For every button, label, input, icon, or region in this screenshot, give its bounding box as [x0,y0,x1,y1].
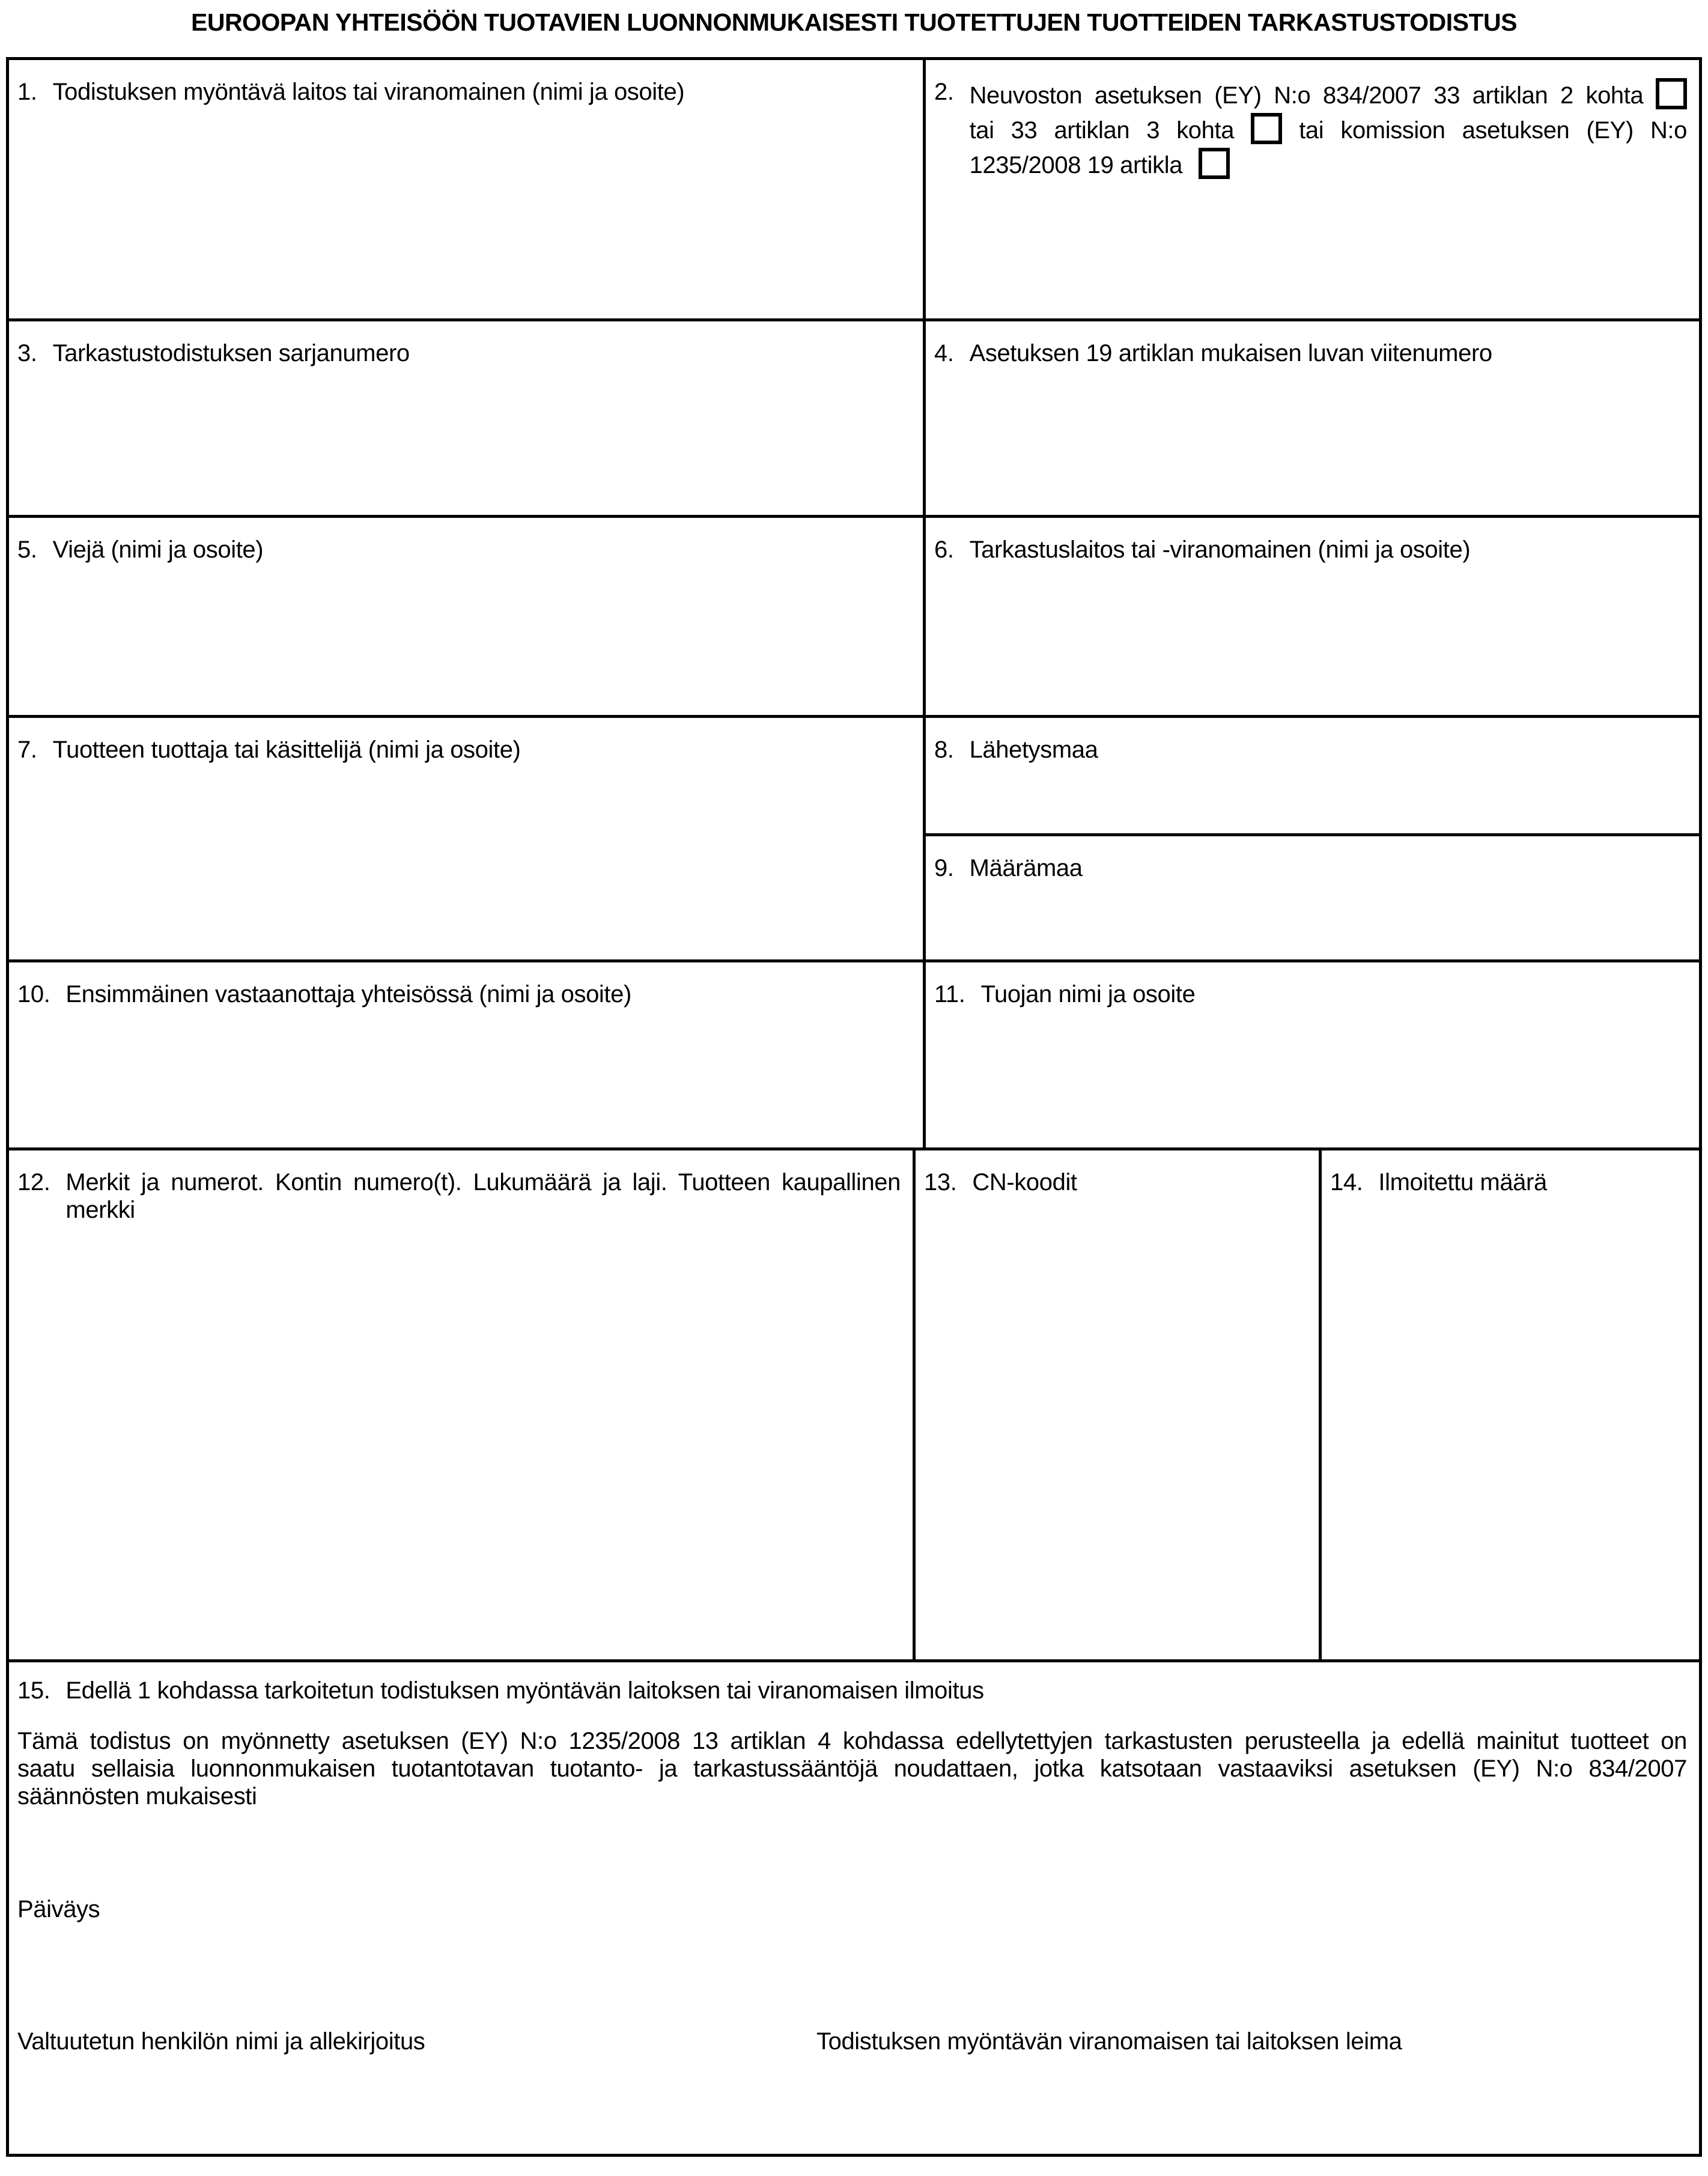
field-4-authorisation-reference [926,321,1699,515]
column-8-9 [926,718,1699,959]
regulation-line-1 [970,78,1687,113]
declaration-line-2: saatu sellaisia luonnonmukaisen tuotantotavan tuotanto- ja tarkastussääntöjä noudattaen, jotka katsotaan vastaaviksi asetuksen (EY) N:o 834/2007 [17,1755,1687,1782]
field-number: 12. [17,1169,50,1196]
field-label-text: Tarkastuslaitos tai -viranomainen (nimi ja osoite) [969,536,1471,563]
field-3-certificate-serial-number [9,321,926,515]
marks-label-line-1: Merkit ja numerot. Kontin numero(t). Lukumäärä ja laji. Tuotteen kaupallinen [65,1169,901,1196]
field-label [17,1169,901,1224]
field-label [934,78,1687,183]
field-label-text: Lähetysmaa [969,737,1098,763]
field-label [934,339,1687,367]
field-label [17,339,911,367]
field-label-text: Tarkastustodistuksen sarjanumero [52,340,410,366]
field-number: 6. [934,536,954,563]
field-11-importer [926,962,1699,1147]
field-number: 5. [17,536,37,563]
field-1-issuing-body [9,60,926,318]
regulation-line-2-text-b: tai komission asetuksen (EY) N:o [1299,117,1687,144]
field-number: 9. [934,855,954,881]
field-8-country-of-dispatch [926,718,1699,836]
field-number: 7. [17,737,37,763]
signature-label: Valtuutetun henkilön nimi ja allekirjoitus [17,2028,425,2055]
field-number: 8. [934,737,954,763]
regulation-line-3-text: 1235/2008 19 artikla [969,152,1183,178]
field-label [17,736,911,764]
declaration-paragraph [17,1727,1687,1810]
page-title: EUROOPAN YHTEISÖÖN TUOTAVIEN LUONNONMUKAISESTI TUOTETTUJEN TUOTTEIDEN TARKASTUSTODISTUS [190,8,1517,36]
stamp-label: Todistuksen myöntävän viranomaisen tai laitoksen leima [816,2028,1402,2055]
field-number: 2. [934,79,954,105]
field-2-regulation-reference [926,60,1699,318]
declaration-line-3: säännösten mukaisesti [17,1783,257,1810]
field-label-text: Ensimmäinen vastaanottaja yhteisössä (nimi ja osoite) [65,981,631,1007]
field-number: 10. [17,981,50,1007]
field-15-declaration-section [9,1662,1699,2154]
field-6-inspection-body [926,518,1699,715]
table-row [9,1662,1699,2154]
field-number: 15. [17,1677,50,1704]
field-number: 4. [934,340,954,366]
field-label [934,736,1687,764]
field-label [17,536,911,564]
regulation-line-2 [970,113,1687,148]
field-label [17,980,911,1008]
regulation-line-1-text: Neuvoston asetuksen (EY) N:o 834/2007 33 artiklan 2 kohta [969,82,1644,109]
field-14-declared-quantity [1322,1150,1699,1659]
field-12-marks-and-numbers [9,1150,916,1659]
table-row [9,1150,1699,1662]
field-number: 14. [1330,1169,1363,1196]
table-row [9,518,1699,718]
field-number: 11. [934,981,965,1007]
field-label [17,78,911,106]
declaration-line-1: Tämä todistus on myönnetty asetuksen (EY) N:o 1235/2008 13 artiklan 4 kohdassa edellytettyjen tarkastusten perusteella ja edellä mainitut tuotteet on [17,1728,1687,1754]
field-label-text: Tuojan nimi ja osoite [980,981,1196,1007]
checkbox-article-33-3[interactable] [1251,113,1282,144]
field-label [934,854,1687,882]
field-label-text: Asetuksen 19 artiklan mukaisen luvan viitenumero [969,340,1492,366]
date-label: Päiväys [17,1896,100,1922]
field-9-country-of-destination [926,836,1699,959]
table-row [9,962,1699,1150]
table-row [9,321,1699,518]
field-13-cn-codes [916,1150,1322,1659]
field-10-first-consignee [9,962,926,1147]
field-label-text: Ilmoitettu määrä [1378,1169,1547,1196]
field-label [924,1169,1307,1196]
checkbox-article-19[interactable] [1199,148,1230,179]
checkbox-article-33-2[interactable] [1656,78,1687,109]
field-label-text [65,1169,901,1224]
field-7-producer-or-processor [9,718,926,959]
field-label [934,980,1687,1008]
signature-row [17,2028,1687,2055]
marks-label-line-2: merkki [65,1197,135,1223]
field-label-text: CN-koodit [972,1169,1077,1196]
field-label-text: Todistuksen myöntävä laitos tai viranomainen (nimi ja osoite) [52,79,685,105]
field-label-text: Viejä (nimi ja osoite) [52,536,264,563]
field-number: 1. [17,79,37,105]
table-row [9,60,1699,321]
field-label [934,536,1687,564]
regulation-line-2-text-a: tai 33 artiklan 3 kohta [969,117,1235,144]
field-number: 13. [924,1169,957,1196]
table-row [9,718,1699,962]
field-5-exporter [9,518,926,715]
field-number: 3. [17,340,37,366]
field-label-text: Tuotteen tuottaja tai käsittelijä (nimi ja osoite) [52,737,521,763]
field-label-text: Edellä 1 kohdassa tarkoitetun todistuksen myöntävän laitoksen tai viranomaisen ilmoitus [65,1677,984,1704]
regulation-line-3 [970,148,1687,183]
field-label [1330,1169,1687,1196]
field-label-text: Määrämaa [969,855,1083,881]
field-label [17,1677,1687,1704]
certificate-table [6,57,1702,2157]
field-label-text [970,78,1687,183]
